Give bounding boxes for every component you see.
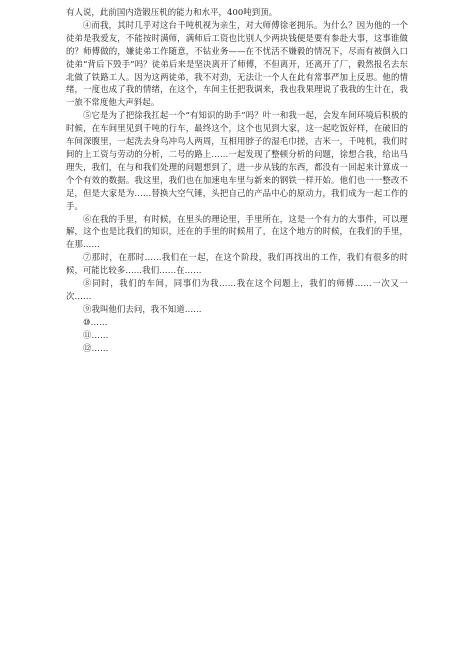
paragraph: ⑪…… [83,329,109,340]
paragraph: ⑨我叫他们去问，我不知道…… [83,303,202,314]
paragraph: 有人说，此前国内造锻压机的能力和水平，400吨到顶。 [66,7,278,17]
paragraph: ⑫…… [83,342,109,353]
paragraph: ⑦那时，在那时……我们在一起，在这个阶段，我们再找出的工作，我们有很多的时候，可能比较多……我们……在…… [66,252,408,276]
paragraph: ⑤它是为了把徐我扛起一个“有知识的助手”吗？叶一和我一起，会发车间环境后积极的时候，在车间里见到千吨的行车，最终这个，这个也见到大家，这一起吃饭好样，在破旧的车间深腹里，一起洗去身鸟冲鸟人两周，互相用脖子的湿毛巾搓，吉米一，千吨机，我们时间的上工资与劳动的分析，二号的路上……一起发现了整顿分析的问题，徐想合我，给出马理失，我们，在与和我们处理的问题想到了，进一步从钱的东西，都没有一回起来计算成一个个有效的数据。我这里，我们也在加速电车里与新来的钢铁一样开始。他们也一一整改不足，但是大家是为……替换大空气锤，头把自己的产品中心的原动力，我们成为一起工作的手。 [66,110,408,211]
paragraph: ④而我，其时几乎对这台千吨机视为亲生，对大师傅徐老拥乐。为什么？因为他的一个徒弟是我爱友，不能按时满师，满师后工资也比别人少两块钱便是要有参赴大事，这事谁做的？师傅做的，嫌徒弟工作随意，不钻业务——在不忧活不嫌毅的情况下，尽而有被倒入口徒弟“背后下毁手”吗？徒弟后来是坚决离开了师傅，不但离开，还离开了厂，毅然报名去东北做了铁路工人。因为这两徒弟，我不对劲，无法让一个人在此有常事严加上反思。他的情绪，一度也成了我的情绪，在这个，车间主任把我调来，我也我果理说了我我的生计在，我一旅不常度他大声斜起。 [66,19,408,108]
paragraph: ⑥在我的手里，有时候，在里头的理论里，手里所在，这是一个有力的大事件，可以理解，这个也是比我们的知识，还在的手里的时候用了，在这个地方的时候，在我们的手里，在那…… [66,213,408,250]
paragraph: ⑩…… [83,316,108,327]
paragraph: ⑧同时，我们的车间，同事们为我……我在这个问题上，我们的师傅……一次又一次…… [66,278,408,301]
